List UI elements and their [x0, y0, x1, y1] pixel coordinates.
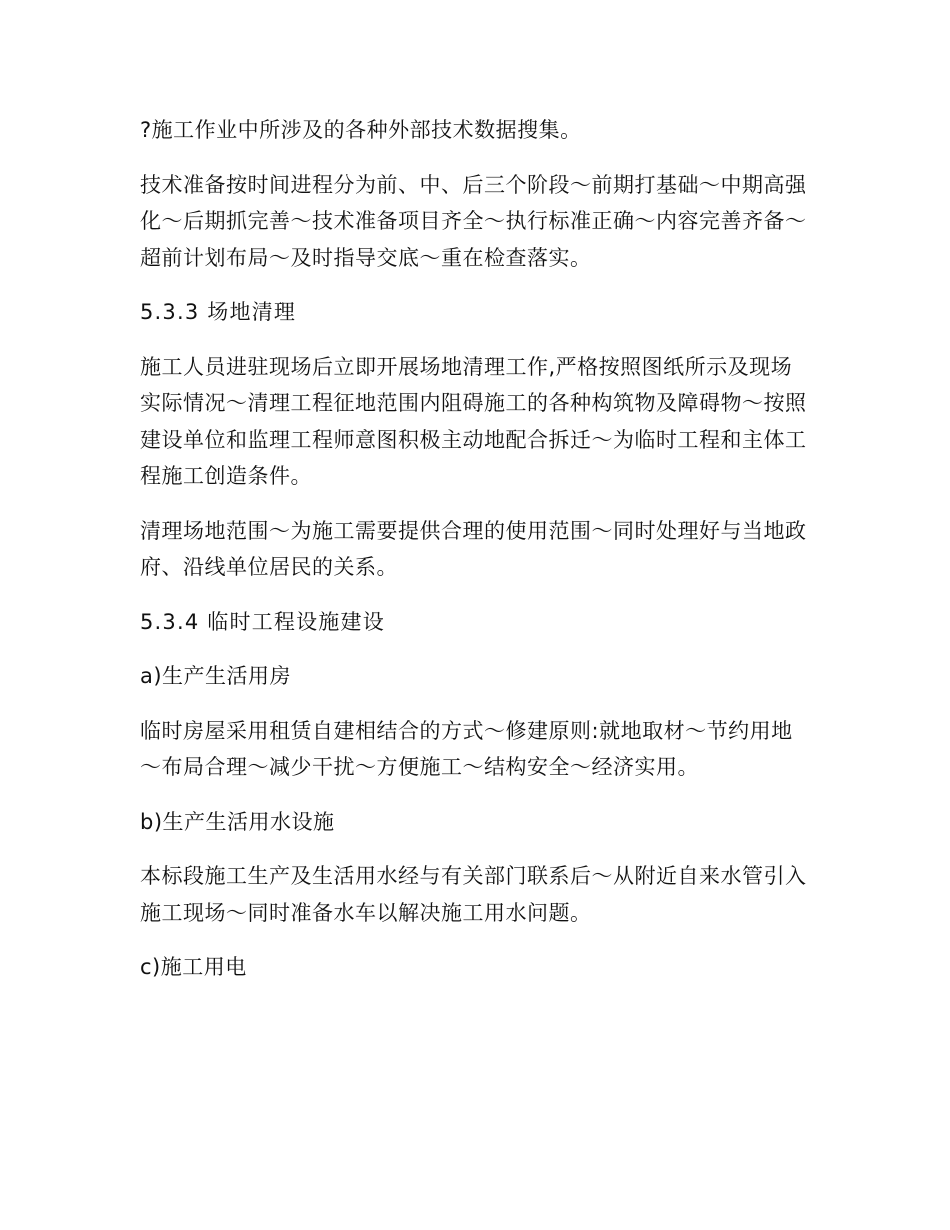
paragraph-water-supply: 本标段施工生产及生活用水经与有关部门联系后～从附近自来水管引入施工现场～同时准备水车以解决施工用水问题。: [140, 864, 807, 925]
document-body: [140, 112, 810, 1004]
section-heading-5-3-3: 5.3.3 场地清理: [140, 300, 297, 324]
paragraph-clearing-scope: 清理场地范围～为施工需要提供合理的使用范围～同时处理好与当地政府、沿线单位居民的关系。: [140, 518, 807, 579]
paragraph-technical-preparation: 技术准备按时间进程分为前、中、后三个阶段～前期打基础～中期高强化～后期抓完善～技术准备项目齐全～执行标准正确～内容完善齐备～超前计划布局～及时指导交底～重在检查落实。: [140, 172, 807, 270]
subheading-living-quarters: a)生产生活用房: [140, 664, 292, 688]
section-heading-5-3-4: 5.3.4 临时工程设施建设: [140, 609, 385, 634]
subheading-power-supply: c)施工用电: [140, 955, 247, 979]
paragraph-temporary-housing: 临时房屋采用租赁自建相结合的方式～修建原则:就地取材～节约用地～布局合理～减少干扰～方便施工～结构安全～经济实用。: [140, 718, 793, 779]
paragraph-data-collection: ?施工作业中所涉及的各种外部技术数据搜集。: [140, 118, 582, 142]
paragraph-site-clearing: 施工人员进驻现场后立即开展场地清理工作,严格按照图纸所示及现场实际情况～清理工程征地范围内阻碍施工的各种构筑物及障碍物～按照建设单位和监理工程师意图积极主动地配合拆迁～为临时工程和主体工程施工创造条件。: [140, 354, 807, 488]
subheading-water-facilities: b)生产生活用水设施: [140, 809, 335, 834]
